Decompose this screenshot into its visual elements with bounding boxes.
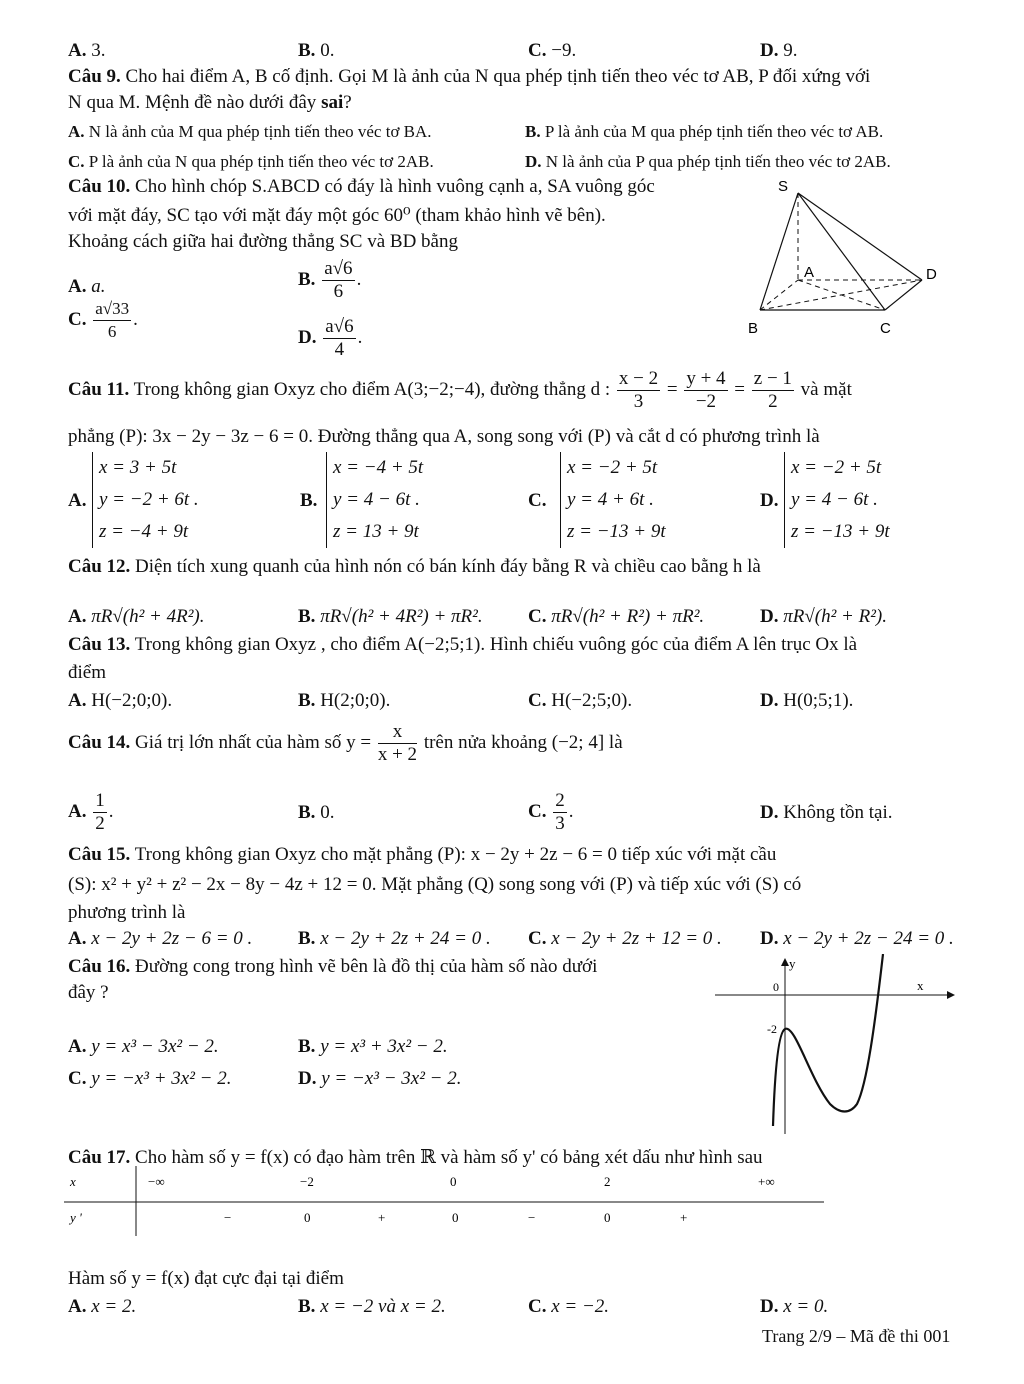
q16-option-b: B. y = x³ + 3x² − 2. (298, 1036, 448, 1057)
q14-option-a: A. $\frac{1}{2}$ . (68, 790, 114, 834)
q15-option-b: B. x − 2y + 2z + 24 = 0 . (298, 928, 491, 949)
label-s: S (778, 178, 789, 195)
q12-option-c: C. πR√(h² + R²) + πR². (528, 606, 705, 627)
q10-option-a: A. a. (68, 276, 106, 297)
sign-table-sign-1: − (224, 1210, 232, 1225)
q12-option-b: B. πR√(h² + 4R²) + πR². (298, 606, 483, 627)
sign-table-zero-2: 0 (452, 1210, 459, 1225)
q13-option-d: D. H(0;5;1). (760, 690, 854, 711)
pyramid-figure (740, 175, 950, 340)
sign-table-x-neg-inf: −∞ (148, 1174, 165, 1189)
q16-stem-line2: đây ? (68, 982, 109, 1003)
q10-option-b: B. $\frac{a√6}{6}$ . (298, 258, 362, 302)
q9-option-d: D. N là ảnh của P qua phép tịnh tiến theo véc tơ 2AB. (525, 152, 891, 171)
q13-option-b: B. H(2;0;0). (298, 690, 391, 711)
q14-option-c: C. $\frac{2}{3}$ . (528, 790, 574, 834)
sign-table-sign-2: + (378, 1210, 386, 1225)
sign-table-zero-1: 0 (304, 1210, 311, 1225)
graph-origin-label: 0 (773, 980, 779, 994)
q9-stem-line2: N qua M. Mệnh đề nào dưới đây sai? (68, 92, 352, 113)
q16-option-c: C. y = −x³ + 3x² − 2. (68, 1068, 232, 1089)
q11-option-b: x = −4 + 5t y = 4 − 6t . z = 13 + 9t (326, 452, 423, 548)
q15-stem-line3: phương trình là (68, 902, 186, 923)
graph-tick-label: -2 (767, 1022, 777, 1036)
q17-option-a: A. x = 2. (68, 1296, 137, 1317)
q11-stem-line1: Câu 11. Trong không gian Oxyz cho điểm A(3;−2;−4), đường thẳng d : $\frac{x - 2}{3}$ = $\frac{y + 4}{-2}$ = $\frac{z - 1}{2}$ và mặt (68, 368, 852, 413)
q11-option-c: x = −2 + 5t y = 4 + 6t . z = −13 + 9t (560, 452, 666, 548)
sign-table-x-2: 2 (604, 1174, 611, 1189)
q13-option-a: A. H(−2;0;0). (68, 690, 173, 711)
q9-option-a: A. N là ảnh của M qua phép tịnh tiến theo véc tơ BA. (68, 122, 432, 141)
q10-option-c: C. $\frac{a√33}{6}$ . (68, 299, 138, 341)
q10-stem-line3: Khoảng cách giữa hai đường thẳng SC và BD bằng (68, 231, 458, 252)
q8-option-a: A. 3. (68, 40, 106, 61)
q17-option-c: C. x = −2. (528, 1296, 610, 1317)
sign-table-y-head: y ' (70, 1210, 82, 1225)
q8-option-b: B. 0. (298, 40, 335, 61)
q9-option-c: C. P là ảnh của N qua phép tịnh tiến theo véc tơ 2AB. (68, 152, 434, 171)
q16-option-a: A. y = x³ − 3x² − 2. (68, 1036, 219, 1057)
sign-table-x-m2: −2 (300, 1174, 314, 1189)
q11-option-b-letter: B. (300, 490, 318, 511)
q15-option-c: C. x − 2y + 2z + 12 = 0 . (528, 928, 722, 949)
q11-option-d-letter: D. (760, 490, 779, 511)
q15-option-a: A. x − 2y + 2z − 6 = 0 . (68, 928, 253, 949)
sign-table-x-pos-inf: +∞ (758, 1174, 775, 1189)
label-d: D (926, 266, 937, 283)
q13-option-c: C. H(−2;5;0). (528, 690, 633, 711)
q11-option-d: x = −2 + 5t y = 4 − 6t . z = −13 + 9t (784, 452, 890, 548)
q12-option-d: D. πR√(h² + R²). (760, 606, 888, 627)
q15-stem-line1: Câu 15. Trong không gian Oxyz cho mặt phẳng (P): x − 2y + 2z − 6 = 0 tiếp xúc với mặt cầu (68, 844, 777, 865)
cubic-graph (715, 954, 955, 1134)
q14-option-d: D. Không tồn tại. (760, 802, 893, 823)
sign-table-zero-3: 0 (604, 1210, 611, 1225)
q17-stem: Câu 17. Cho hàm số y = f(x) có đạo hàm trên ℝ và hàm số y' có bảng xét dấu như hình sau (68, 1147, 763, 1168)
q14-option-b: B. 0. (298, 802, 335, 823)
q12-option-a: A. πR√(h² + 4R²). (68, 606, 205, 627)
sign-table-sign-4: + (680, 1210, 688, 1225)
sign-table-x-0: 0 (450, 1174, 457, 1189)
q17-option-d: D. x = 0. (760, 1296, 829, 1317)
graph-curve (773, 954, 883, 1126)
label-b: B (748, 320, 759, 337)
q9-option-b: B. P là ảnh của M qua phép tịnh tiến theo véc tơ AB. (525, 122, 884, 141)
q10-stem-line2: với mặt đáy, SC tạo với mặt đáy một góc 60⁰ (tham khảo hình vẽ bên). (68, 205, 606, 226)
q16-option-d: D. y = −x³ − 3x² − 2. (298, 1068, 462, 1089)
q16-stem-line1: Câu 16. Đường cong trong hình vẽ bên là đồ thị của hàm số nào dưới (68, 956, 598, 977)
q13-stem-line2: điểm (68, 662, 106, 683)
q11-option-c-letter: C. (528, 490, 547, 511)
sign-table (64, 1166, 828, 1238)
label-c: C (880, 320, 891, 337)
q8-option-c: C. −9. (528, 40, 577, 61)
q12-stem: Câu 12. Diện tích xung quanh của hình nón có bán kính đáy bằng R và chiều cao bằng h là (68, 556, 761, 577)
q17-option-b: B. x = −2 và x = 2. (298, 1296, 446, 1317)
sign-table-x-head: x (70, 1174, 76, 1189)
sign-table-sign-3: − (528, 1210, 536, 1225)
q14-stem: Câu 14. Giá trị lớn nhất của hàm số y = $\frac{x}{x + 2}$ trên nửa khoảng (−2; 4] là (68, 721, 623, 766)
q8-option-d: D. 9. (760, 40, 798, 61)
q11-option-a-letter: A. (68, 490, 87, 511)
graph-x-label: x (917, 978, 924, 993)
q10-stem-line1: Câu 10. Cho hình chóp S.ABCD có đáy là hình vuông cạnh a, SA vuông góc (68, 176, 655, 197)
label-a: A (804, 264, 815, 281)
q15-option-d: D. x − 2y + 2z − 24 = 0 . (760, 928, 954, 949)
q9-stem-line1: Câu 9. Cho hai điểm A, B cố định. Gọi M là ảnh của N qua phép tịnh tiến theo véc tơ AB, P đối xứng với (68, 66, 871, 87)
q11-stem-line2: phẳng (P): 3x − 2y − 3z − 6 = 0. Đường thẳng qua A, song song với (P) và cắt d có phương trình là (68, 426, 820, 447)
q11-option-a: x = 3 + 5t y = −2 + 6t . z = −4 + 9t (92, 452, 199, 548)
q13-stem-line1: Câu 13. Trong không gian Oxyz , cho điểm A(−2;5;1). Hình chiếu vuông góc của điểm A lên trục Ox là (68, 634, 858, 655)
q15-stem-line2: (S): x² + y² + z² − 2x − 8y − 4z + 12 = 0. Mặt phẳng (Q) song song với (P) và tiếp xúc với (S) có (68, 874, 802, 895)
q17-ask: Hàm số y = f(x) đạt cực đại tại điểm (68, 1268, 344, 1289)
q10-option-d: D. $\frac{a√6}{4}$ . (298, 316, 363, 360)
page-footer: Trang 2/9 – Mã đề thi 001 (762, 1326, 951, 1346)
graph-y-label: y (789, 956, 796, 971)
